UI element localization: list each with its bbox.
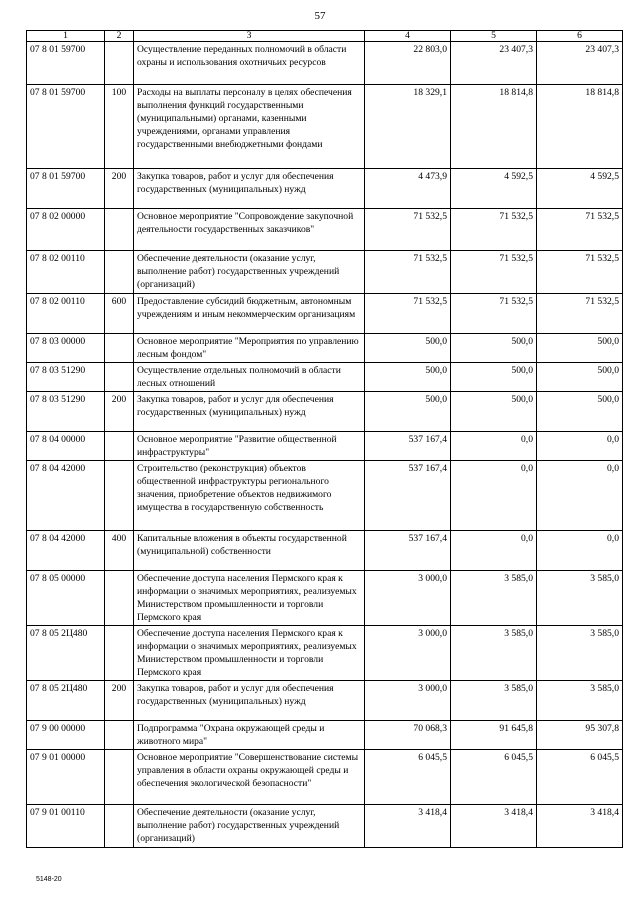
amount-year-2: 500,0 [451,392,537,432]
item-name: Осуществление переданных полномочий в области охраны и использования охотничьих ресурсов [134,42,365,85]
amount-year-3: 71 532,5 [537,209,623,251]
amount-year-3: 500,0 [537,363,623,392]
item-name: Основное мероприятие "Сопровождение закупочной деятельности государственных заказчиков" [134,209,365,251]
amount-year-3: 18 814,8 [537,85,623,169]
target-code: 07 8 03 51290 [27,363,105,392]
table-row [27,571,623,626]
amount-year-1: 22 803,0 [365,42,451,85]
amount-year-3: 4 592,5 [537,169,623,209]
amount-year-1: 537 167,4 [365,531,451,571]
amount-year-1: 71 532,5 [365,251,451,294]
expense-type [105,432,134,461]
amount-year-2: 71 532,5 [451,294,537,334]
amount-year-1: 71 532,5 [365,209,451,251]
amount-year-1: 3 418,4 [365,805,451,848]
document-code: 5148-20 [36,876,62,883]
item-name: Осуществление отдельных полномочий в области лесных отношений [134,363,365,392]
item-name: Основное мероприятие "Совершенствование системы управления в области охраны окружающей среды и обеспечения экологической безопасности" [134,750,365,805]
amount-year-3: 95 307,8 [537,721,623,750]
budget-table [26,30,623,848]
amount-year-2: 3 585,0 [451,681,537,721]
table-row [27,461,623,531]
expense-type: 100 [105,85,134,169]
expense-type [105,209,134,251]
amount-year-3: 23 407,3 [537,42,623,85]
amount-year-3: 71 532,5 [537,251,623,294]
amount-year-3: 0,0 [537,531,623,571]
target-code: 07 9 01 00110 [27,805,105,848]
target-code: 07 8 02 00000 [27,209,105,251]
col-header-6: 6 [537,31,623,42]
amount-year-2: 0,0 [451,432,537,461]
amount-year-3: 3 418,4 [537,805,623,848]
amount-year-3: 500,0 [537,334,623,363]
item-name: Основное мероприятие "Развитие общественной инфраструктуры" [134,432,365,461]
target-code: 07 8 03 00000 [27,334,105,363]
table-row [27,294,623,334]
expense-type [105,805,134,848]
item-name: Обеспечение доступа населения Пермского края к информации о значимых мероприятиях, реализуемых Министерством промышленности и торговли Пермского края [134,626,365,681]
amount-year-2: 500,0 [451,334,537,363]
target-code: 07 8 01 59700 [27,169,105,209]
amount-year-1: 537 167,4 [365,432,451,461]
item-name: Обеспечение деятельности (оказание услуг, выполнение работ) государственных учреждений (организаций) [134,805,365,848]
expense-type [105,363,134,392]
table-row [27,392,623,432]
col-header-2: 2 [105,31,134,42]
expense-type [105,251,134,294]
amount-year-1: 70 068,3 [365,721,451,750]
table-row [27,681,623,721]
expense-type: 200 [105,392,134,432]
amount-year-1: 3 000,0 [365,571,451,626]
item-name: Строительство (реконструкция) объектов общественной инфраструктуры регионального значения, приобретение объектов недвижимого имущества в государственную собственность [134,461,365,531]
target-code: 07 8 02 00110 [27,251,105,294]
amount-year-3: 3 585,0 [537,571,623,626]
target-code: 07 8 05 2Ц480 [27,681,105,721]
expense-type: 200 [105,681,134,721]
table-row [27,85,623,169]
amount-year-2: 6 045,5 [451,750,537,805]
target-code: 07 8 01 59700 [27,85,105,169]
expense-type [105,721,134,750]
amount-year-1: 3 000,0 [365,626,451,681]
amount-year-2: 18 814,8 [451,85,537,169]
item-name: Капитальные вложения в объекты государственной (муниципальной) собственности [134,531,365,571]
item-name: Закупка товаров, работ и услуг для обеспечения государственных (муниципальных) нужд [134,169,365,209]
amount-year-3: 500,0 [537,392,623,432]
col-header-1: 1 [27,31,105,42]
amount-year-2: 71 532,5 [451,209,537,251]
amount-year-2: 91 645,8 [451,721,537,750]
amount-year-3: 71 532,5 [537,294,623,334]
item-name: Закупка товаров, работ и услуг для обеспечения государственных (муниципальных) нужд [134,392,365,432]
target-code: 07 8 04 42000 [27,461,105,531]
table-row [27,432,623,461]
table-row [27,169,623,209]
amount-year-2: 3 418,4 [451,805,537,848]
amount-year-3: 0,0 [537,432,623,461]
amount-year-3: 6 045,5 [537,750,623,805]
table-row [27,531,623,571]
item-name: Основное мероприятие "Мероприятия по управлению лесным фондом" [134,334,365,363]
amount-year-2: 0,0 [451,461,537,531]
expense-type: 600 [105,294,134,334]
amount-year-1: 500,0 [365,334,451,363]
expense-type: 400 [105,531,134,571]
amount-year-2: 3 585,0 [451,626,537,681]
amount-year-1: 6 045,5 [365,750,451,805]
amount-year-1: 500,0 [365,363,451,392]
expense-type [105,334,134,363]
table-row [27,626,623,681]
target-code: 07 8 04 00000 [27,432,105,461]
amount-year-3: 3 585,0 [537,626,623,681]
table-header-row [27,31,623,42]
amount-year-1: 500,0 [365,392,451,432]
table-row [27,721,623,750]
amount-year-2: 71 532,5 [451,251,537,294]
item-name: Обеспечение доступа населения Пермского края к информации о значимых мероприятиях, реализуемых Министерством промышленности и торговли Пермского края [134,571,365,626]
expense-type [105,42,134,85]
target-code: 07 8 02 00110 [27,294,105,334]
table-row [27,334,623,363]
amount-year-2: 500,0 [451,363,537,392]
table-row [27,750,623,805]
table-row [27,805,623,848]
amount-year-2: 3 585,0 [451,571,537,626]
target-code: 07 8 05 2Ц480 [27,626,105,681]
table-row [27,363,623,392]
expense-type [105,461,134,531]
amount-year-3: 0,0 [537,461,623,531]
table-row [27,209,623,251]
amount-year-1: 537 167,4 [365,461,451,531]
col-header-5: 5 [451,31,537,42]
amount-year-2: 23 407,3 [451,42,537,85]
item-name: Подпрограмма "Охрана окружающей среды и животного мира" [134,721,365,750]
amount-year-1: 4 473,9 [365,169,451,209]
expense-type [105,626,134,681]
target-code: 07 9 00 00000 [27,721,105,750]
amount-year-1: 3 000,0 [365,681,451,721]
table-row [27,251,623,294]
expense-type: 200 [105,169,134,209]
amount-year-2: 0,0 [451,531,537,571]
amount-year-3: 3 585,0 [537,681,623,721]
page-number: 57 [314,10,326,22]
amount-year-1: 18 329,1 [365,85,451,169]
item-name: Обеспечение деятельности (оказание услуг, выполнение работ) государственных учреждений (организаций) [134,251,365,294]
item-name: Расходы на выплаты персоналу в целях обеспечения выполнения функций государственными (муниципальными) органами, казенными учреждениями, органами управления государственными внебюджетными фондами [134,85,365,169]
item-name: Предоставление субсидий бюджетным, автономным учреждениям и иным некоммерческим организациям [134,294,365,334]
item-name: Закупка товаров, работ и услуг для обеспечения государственных (муниципальных) нужд [134,681,365,721]
col-header-3: 3 [134,31,365,42]
target-code: 07 8 04 42000 [27,531,105,571]
expense-type [105,571,134,626]
target-code: 07 9 01 00000 [27,750,105,805]
target-code: 07 8 03 51290 [27,392,105,432]
col-header-4: 4 [365,31,451,42]
amount-year-2: 4 592,5 [451,169,537,209]
amount-year-1: 71 532,5 [365,294,451,334]
table-row [27,42,623,85]
expense-type [105,750,134,805]
target-code: 07 8 01 59700 [27,42,105,85]
target-code: 07 8 05 00000 [27,571,105,626]
